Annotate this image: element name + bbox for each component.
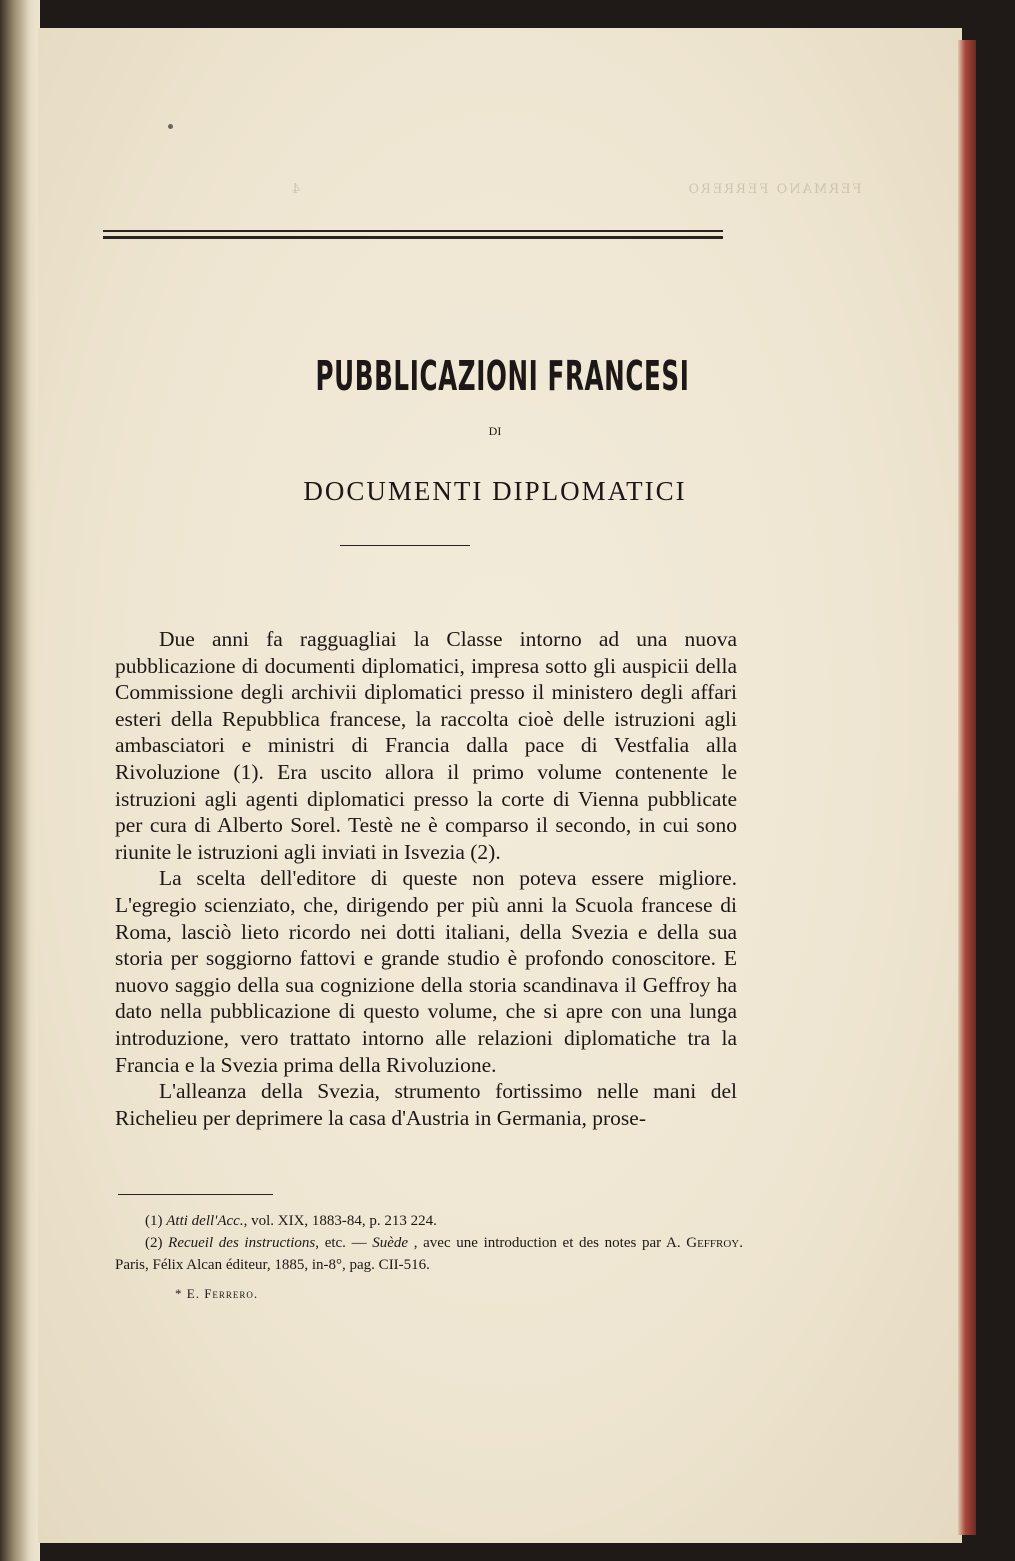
top-rule-thin: [103, 230, 723, 232]
paragraph: La scelta dell'editore di queste non poteva essere migliore. L'egregio scienziato, che, dirigendo per più anni la Scuola francese di Roma, lasciò lieto ricordo nei dotti italiani, della Svezia e della sua storia per soggiorno fattovi e grande studio è profondo conoscitore. E nuovo saggio della sua cognizione della storia scandinava il Geffroy ha dato nella pubblicazione di questo volume, che si apre con una lunga introduzione, vero trattato intorno alle relazioni diplomatiche tra la Francia e la Svezia prima della Rivoluzione.: [115, 866, 737, 1077]
page-edge-right: [958, 40, 976, 1535]
footnote-divider: [118, 1194, 273, 1195]
title-connector: DI: [488, 424, 502, 438]
footnote-title: Atti dell'Acc.: [166, 1213, 244, 1229]
footnote-title: Recueil des instructions: [168, 1235, 316, 1251]
footnote-text: , etc. —: [315, 1235, 373, 1251]
left-page-edge: [0, 0, 40, 1561]
bleed-through-header: [290, 182, 862, 197]
footnote-1: [115, 1210, 743, 1232]
footnote-marker: (1): [145, 1213, 163, 1229]
bleed-header-text: FERMANO FERRERO: [686, 182, 862, 197]
title-divider: [340, 545, 470, 546]
paragraph: Due anni fa ragguagliai la Classe intorno ad una nuova pubblicazione di documenti diplomatici, impresa sotto gli auspicii della Commissione degli archivii diplomatici presso il ministero degli affari esteri della Repubblica francese, la raccolta cioè delle istruzioni agli ambasciatori e ministri di Francia dalla pace di Vestfalia alla Rivoluzione (1). Era uscito allora il primo volume contenente le istruzioni agli agenti diplomatici presso la corte di Vienna pubblicate per cura di Alberto Sorel. Testè ne è comparso il secondo, in cui sono riunite le istruzioni agli inviati in Isvezia (2).: [115, 627, 737, 864]
article-body: [115, 626, 737, 1131]
footnotes: [115, 1210, 743, 1276]
author-note: * E. Ferrero.: [175, 1286, 259, 1301]
page-title: PUBBLICAZIONI FRANCESI: [315, 352, 690, 400]
footnote-2: [115, 1232, 743, 1276]
ink-spot: [168, 124, 173, 129]
top-rule-thick: [103, 236, 723, 239]
footnote-country: Suède: [372, 1235, 409, 1251]
footnote-marker: (2): [145, 1235, 163, 1251]
footnote-text: , avec une introduction et des notes par A.: [408, 1235, 687, 1251]
footnote-author: Geffroy: [686, 1235, 740, 1251]
footnote-text: . Paris, Félix Alcan éditeur, 1885, in-8°, pag. CII-516.: [115, 1235, 743, 1273]
footnote-text: , vol. XIX, 1883-84, p. 213 224.: [243, 1213, 437, 1229]
paragraph: L'alleanza della Svezia, strumento fortissimo nelle mani del Richelieu per deprimere la casa d'Austria in Germania, prose-: [115, 1079, 737, 1130]
bleed-page-number: 4: [290, 182, 301, 197]
page-subtitle: DOCUMENTI DIPLOMATICI: [303, 476, 687, 506]
